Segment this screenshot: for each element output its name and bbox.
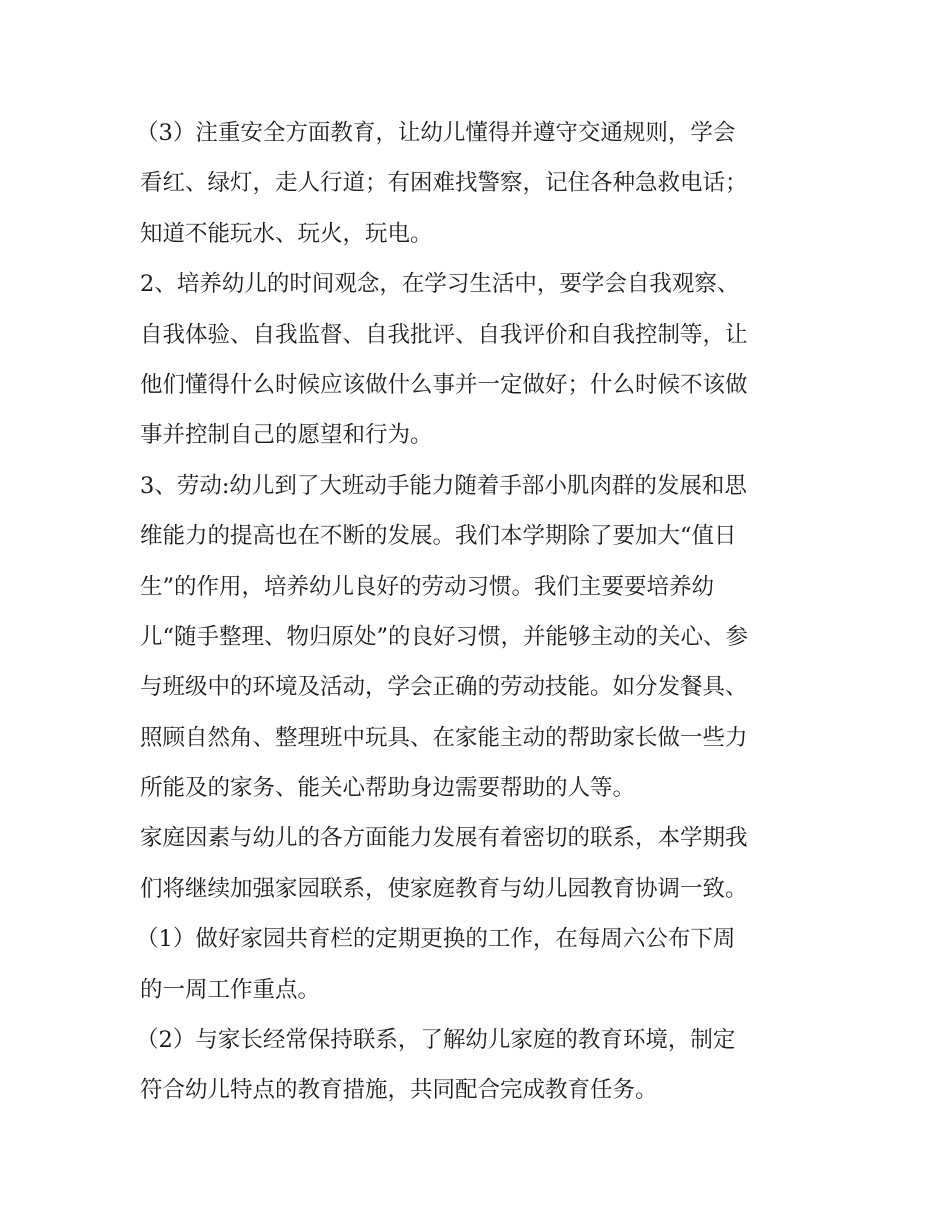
text-line: 维能力的提高也在不断的发展。我们本学期除了要加大“值日: [140, 523, 737, 550]
text-line: （3）注重安全方面教育，让幼儿懂得并遵守交通规则，学会: [136, 120, 736, 146]
text-line: 与班级中的环境及活动，学会正确的劳动技能。如分发餐具、: [140, 674, 748, 701]
text-line: 知道不能玩水、玩火，玩电。: [140, 220, 433, 247]
text-line: 家庭因素与幼儿的各方面能力发展有着密切的联系，本学期我: [140, 825, 748, 852]
text-line: （1）做好家园共育栏的定期更换的工作，在每周六公布下周: [136, 926, 736, 953]
text-line: 3、劳动:幼儿到了大班动手能力随着手部小肌肉群的发展和思: [140, 472, 747, 499]
text-line: 事并控制自己的愿望和行为。: [140, 422, 433, 449]
text-line: 2、培养幼儿的时间观念，在学习生活中，要学会自我观察、: [140, 271, 740, 298]
text-line: 看红、绿灯，走人行道；有困难找警察，记住各种急救电话；: [140, 170, 748, 197]
text-line: 生”的作用，培养幼儿良好的劳动习惯。我们主要要培养幼: [140, 573, 715, 600]
text-line: 所能及的家务、能关心帮助身边需要帮助的人等。: [140, 775, 636, 802]
document-body: [136, 108, 820, 1116]
text-line: 们将继续加强家园联系，使家庭教育与幼儿园教育协调一致。: [140, 875, 748, 902]
text-line: 自我体验、自我监督、自我批评、自我评价和自我控制等，让: [140, 321, 748, 348]
text-line: 照顾自然角、整理班中玩具、在家能主动的帮助家长做一些力: [140, 724, 748, 751]
text-line: 符合幼儿特点的教育措施，共同配合完成教育任务。: [140, 1077, 658, 1104]
text-line: 的一周工作重点。: [140, 976, 321, 1003]
text-line: 儿“随手整理、物归原处”的良好习惯，并能够主动的关心、参: [140, 623, 749, 650]
text-line: 他们懂得什么时候应该做什么事并一定做好；什么时候不该做: [140, 371, 748, 398]
text-line: （2）与家长经常保持联系，了解幼儿家庭的教育环境，制定: [136, 1027, 736, 1054]
